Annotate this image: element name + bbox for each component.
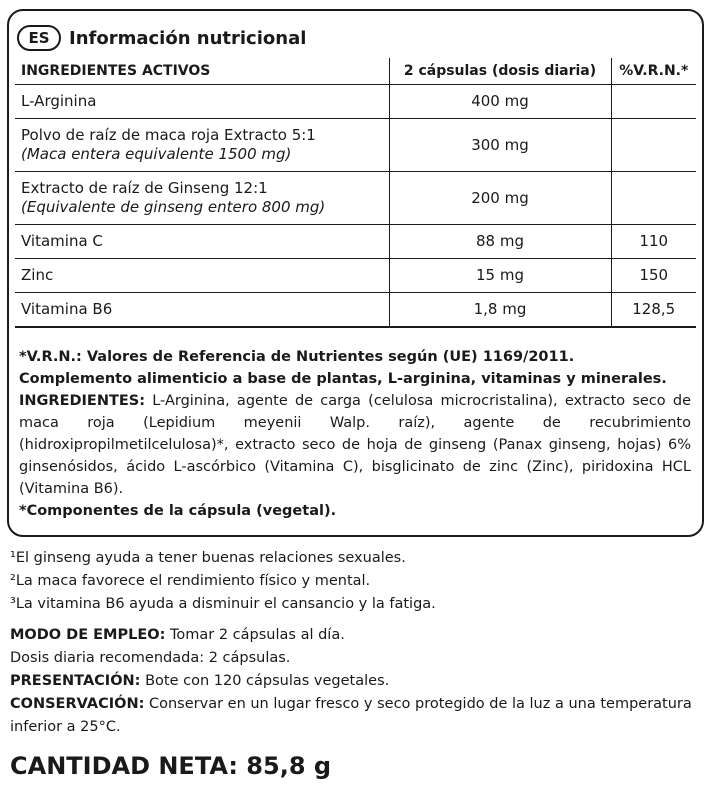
table-row (15, 172, 696, 225)
ingredients-paragraph (19, 390, 691, 500)
ingredient-vrn: 110 (611, 225, 696, 259)
presentation (10, 670, 700, 693)
ingredient-name: Vitamina B6 (15, 293, 389, 328)
table-row (15, 259, 696, 293)
ingredients-label: INGREDIENTES: (19, 393, 146, 409)
ingredient-vrn (611, 119, 696, 172)
table-row (15, 225, 696, 259)
ingredient-cell (15, 172, 389, 225)
claim-ginseng: ¹El ginseng ayuda a tener buenas relaciones sexuales. (10, 550, 406, 566)
column-header-dose: 2 cápsulas (dosis diaria) (389, 58, 611, 85)
table-row (15, 85, 696, 119)
ingredient-equivalent: (Equivalente de ginseng entero 800 mg) (21, 198, 326, 216)
column-header-vrn: %V.R.N.* (611, 58, 696, 85)
ingredient-vrn: 128,5 (611, 293, 696, 328)
ingredient-dose: 400 mg (389, 85, 611, 119)
ingredient-name: Vitamina C (15, 225, 389, 259)
ingredient-dose: 88 mg (389, 225, 611, 259)
claim-maca: ²La maca favorece el rendimiento físico y mental. (10, 573, 371, 589)
net-quantity: CANTIDAD NETA: 85,8 g (10, 752, 332, 780)
conservation (10, 693, 700, 739)
ingredient-name: L-Arginina (15, 85, 389, 119)
vrn-note: *V.R.N.: Valores de Referencia de Nutrientes según (UE) 1169/2011. (19, 349, 575, 365)
table-row (15, 293, 696, 328)
nutrition-panel (7, 9, 704, 537)
language-badge: ES (17, 25, 61, 51)
ingredient-vrn: 150 (611, 259, 696, 293)
ingredients-text: L-Arginina, agente de carga (celulosa microcristalina), extracto seco de maca roja (Lepidium meyenii Walp. raíz), agente de recubrimiento (hidroxipropilmetilcelulosa)*, extracto seco de hoja de ginseng (Panax ginseng, hojas) 6% ginsenósidos, ácido L-ascórbico (Vitamina C), bisglicinato de zinc (Zinc), piridoxina HCL (Vitamina B6). (19, 393, 691, 497)
ingredient-name: Extracto de raíz de Ginseng 12:1 (21, 179, 268, 197)
ingredient-equivalent: (Maca entera equivalente 1500 mg) (21, 145, 292, 163)
mode-text: Tomar 2 cápsulas al día. (165, 627, 345, 643)
presentation-text: Bote con 120 cápsulas vegetales. (140, 673, 390, 689)
capsule-note: *Componentes de la cápsula (vegetal). (19, 503, 337, 519)
column-header-ingredients: INGREDIENTES ACTIVOS (15, 58, 389, 85)
daily-dose: Dosis diaria recomendada: 2 cápsulas. (10, 650, 291, 666)
mode-of-use (10, 624, 700, 647)
panel-header (17, 21, 306, 55)
ingredient-dose: 1,8 mg (389, 293, 611, 328)
ingredient-cell (15, 119, 389, 172)
conservation-label: CONSERVACIÓN: (10, 696, 145, 712)
ingredient-vrn (611, 85, 696, 119)
ingredient-name: Polvo de raíz de maca roja Extracto 5:1 (21, 126, 316, 144)
claim-vitamin-b6: ³La vitamina B6 ayuda a disminuir el cansancio y la fatiga. (10, 596, 436, 612)
health-claims (10, 547, 700, 616)
ingredient-dose: 300 mg (389, 119, 611, 172)
table-header-row (15, 58, 696, 85)
ingredient-dose: 15 mg (389, 259, 611, 293)
ingredient-dose: 200 mg (389, 172, 611, 225)
mode-label: MODO DE EMPLEO: (10, 627, 166, 643)
conservation-text: Conservar en un lugar fresco y seco protegido de la luz a una temperatura inferior a 25°C. (10, 696, 692, 735)
presentation-label: PRESENTACIÓN: (10, 673, 141, 689)
complement-note: Complemento alimenticio a base de plantas, L-arginina, vitaminas y minerales. (19, 371, 667, 387)
usage-info (10, 624, 700, 739)
nutrition-table (15, 58, 696, 328)
ingredient-vrn (611, 172, 696, 225)
panel-notes (19, 346, 691, 522)
ingredient-name: Zinc (15, 259, 389, 293)
table-row (15, 119, 696, 172)
panel-title: Información nutricional (69, 27, 307, 49)
